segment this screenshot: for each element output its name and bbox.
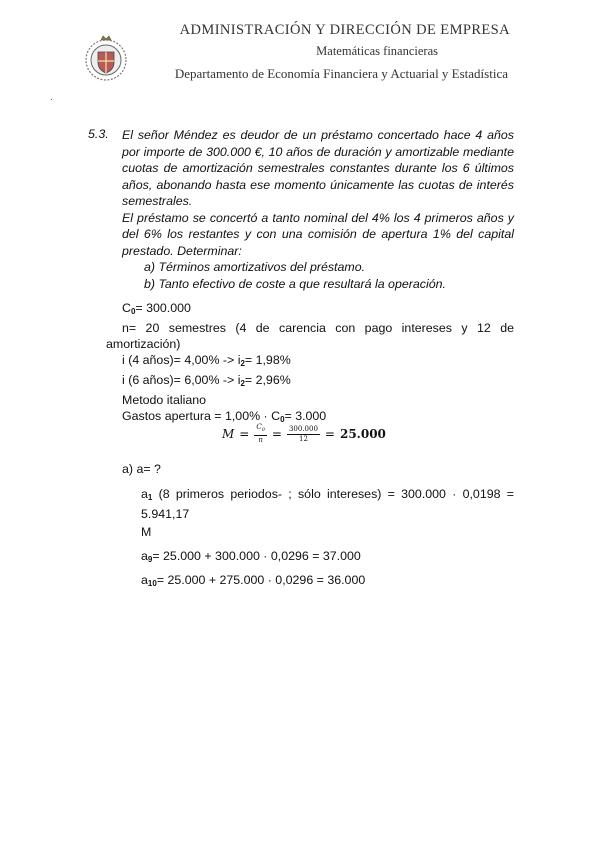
problem-paragraph-1: El señor Méndez es deudor de un préstamo concertado hace 4 años por importe de 300.000 €, 10 años de duración y amortizable mediante cuotas de amortización semestrales constantes durante los 6 últimos años, abonando hasta ese momento únicamente las cuotas de interés semestrales.	[122, 128, 514, 208]
gastos-line: Gastos apertura = $1,00\% \cdot C_0= 3.000$	[122, 409, 327, 424]
formula-fraction-symbolic: $\frac{C_0}{n}$	[256, 423, 265, 444]
formula-equals-1: =	[239, 427, 250, 441]
problem-paragraph-2: El préstamo se concertó a tanto nominal del 4% los 4 primeros años y del 6% los restantes y con una comisión de apertura 1% del capital prestado. Determinar:	[122, 210, 514, 258]
stray-mark: .	[50, 92, 53, 103]
formula-equals-3: =	[324, 427, 335, 441]
i6-line: i (6 años)= $6,00\% -> i_2= 2,96\%$	[122, 373, 291, 388]
m-line: M	[141, 525, 152, 539]
a9-line: $a_9= 25.000 + 300.000 \cdot 0,0296 = 37.000$	[141, 549, 361, 564]
c0-line: $C_0= 300.000$	[122, 301, 191, 316]
method-line: Metodo italiano	[122, 393, 207, 407]
formula-result: 25.000	[339, 427, 386, 441]
part-a-heading: a) a= ?	[122, 462, 161, 476]
problem-item-b: b) Tanto efectivo de coste a que resultará la operación.	[144, 276, 446, 291]
problem-statement	[122, 127, 514, 292]
formula-equals-2: =	[271, 427, 282, 441]
university-seal-icon	[84, 34, 128, 84]
header-subject: Matemáticas financieras	[316, 44, 438, 58]
formula-fraction-numeric: $\frac{300.000}{12}$	[288, 424, 318, 443]
header-institution: ADMINISTRACIÓN Y DIRECCIÓN DE EMPRESA	[179, 22, 510, 38]
header-department: Departamento de Economía Financiera y Actuarial y Estadística	[174, 66, 508, 81]
quota-formula	[222, 423, 386, 445]
a10-line: $a_{10}= 25.000 + 275.000 \cdot 0,0296 = 36.000$	[141, 573, 366, 588]
n-line: n= 20 semestres (4 de carencia con pago intereses y 12 de amortización)	[106, 321, 514, 351]
formula-lhs: M	[222, 427, 235, 441]
i4-line: i (4 años)= $4,00\% -> i_2= 1,98\%$	[122, 353, 291, 368]
problem-number: 5.3.	[88, 127, 109, 141]
a1-line: $a_1$ (8 primeros periodos- ; sólo intereses) = 300.000 · 0,0198 = 5.941,17	[141, 487, 514, 521]
problem-item-a: a) Términos amortizativos del préstamo.	[144, 260, 366, 274]
data-block	[106, 300, 514, 428]
